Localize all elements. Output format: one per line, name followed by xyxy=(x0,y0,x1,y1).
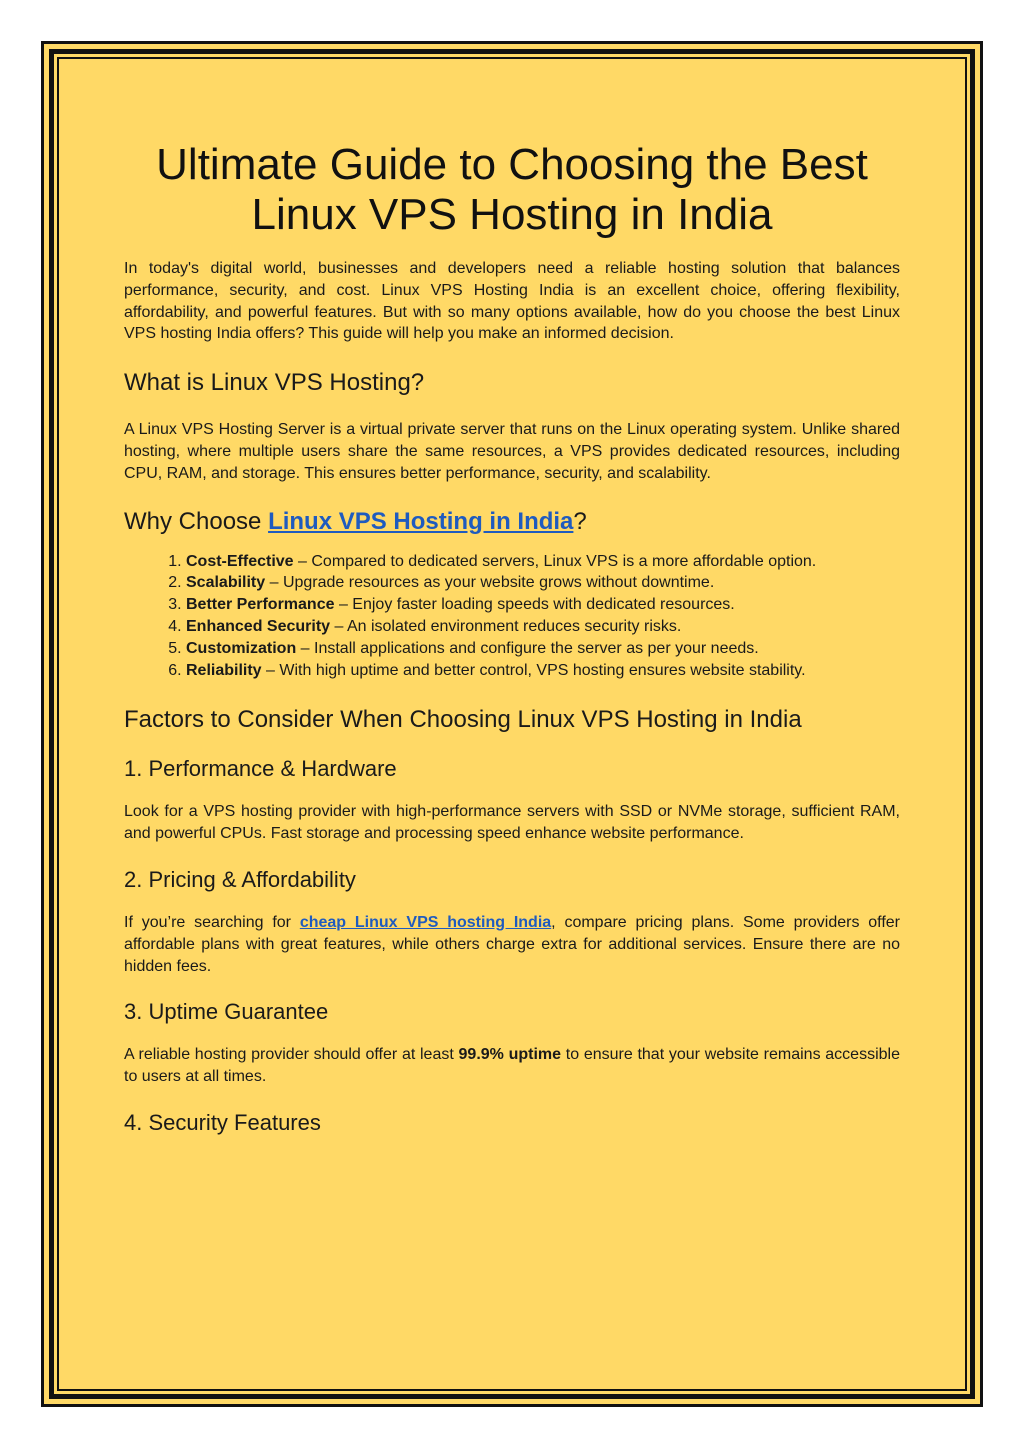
list-item xyxy=(186,638,900,660)
intro-paragraph: In today's digital world, businesses and developers need a reliable hosting solution that balances performance, security, and cost. Linux VPS Hosting India is an excellent choice, offering flexibility, affordability, and powerful features. But with so many options available, how do you choose the best Linux VPS hosting India offers? This guide will help you make an informed decision. xyxy=(124,260,900,343)
benefit-title: Scalability xyxy=(186,574,266,592)
uptime-paragraph xyxy=(124,1044,900,1088)
pricing-paragraph xyxy=(124,912,900,977)
heading-uptime: 3. Uptime Guarantee xyxy=(124,999,329,1025)
what-is-paragraph: A Linux VPS Hosting Server is a virtual private server that runs on the Linux operating system. Unlike shared hosting, where multiple users share the same resources, a VPS provides dedicated resources, including CPU, RAM, and storage. This ensures better performance, security, and scalability. xyxy=(124,421,900,482)
why-heading-suffix: ? xyxy=(573,507,587,535)
pricing-text-suffix: , compare pricing plans. Some providers offer affordable plans with great features, while others charge extra for additional services. Ensure there are no hidden fees. xyxy=(124,913,900,975)
benefit-text: – Upgrade resources as your website grows without downtime. xyxy=(265,574,715,592)
heading-why-choose xyxy=(124,507,900,537)
list-item xyxy=(186,594,900,616)
pricing-text-prefix: If you’re searching for xyxy=(124,913,300,931)
benefit-text: – Compared to dedicated servers, Linux VPS is a more affordable option. xyxy=(293,552,817,570)
benefit-text: – Install applications and configure the server as per your needs. xyxy=(296,639,759,657)
benefit-text: – With high uptime and better control, VPS hosting ensures website stability. xyxy=(261,661,806,679)
performance-paragraph: Look for a VPS hosting provider with high-performance servers with SSD or NVMe storage, sufficient RAM, and powerful CPUs. Fast storage and processing speed enhance website performance. xyxy=(124,803,900,843)
benefit-title: Customization xyxy=(186,639,297,657)
benefit-text: – An isolated environment reduces security risks. xyxy=(330,617,682,635)
linux-vps-hosting-india-link[interactable]: Linux VPS Hosting in India xyxy=(268,507,574,535)
list-item xyxy=(186,616,900,638)
heading-security-features: 4. Security Features xyxy=(124,1109,321,1135)
heading-pricing: 2. Pricing & Affordability xyxy=(124,866,356,892)
why-heading-prefix: Why Choose xyxy=(124,507,269,535)
uptime-text-prefix: A reliable hosting provider should offer at least xyxy=(124,1046,459,1064)
benefit-title: Reliability xyxy=(186,661,262,679)
heading-factors: Factors to Consider When Choosing Linux VPS Hosting in India xyxy=(124,706,802,734)
list-item xyxy=(186,660,900,682)
benefit-title: Enhanced Security xyxy=(186,617,331,635)
list-item xyxy=(186,572,900,594)
benefit-title: Better Performance xyxy=(186,596,335,614)
heading-performance-hardware: 1. Performance & Hardware xyxy=(124,756,397,782)
cheap-linux-vps-link[interactable]: cheap Linux VPS hosting India xyxy=(299,913,552,931)
benefit-text: – Enjoy faster loading speeds with dedicated resources. xyxy=(334,596,735,614)
benefit-title: Cost-Effective xyxy=(186,552,294,570)
uptime-text-suffix: to ensure that your website remains accessible to users at all times. xyxy=(124,1046,900,1086)
benefits-list xyxy=(124,551,900,682)
list-item xyxy=(186,551,900,573)
uptime-value: 99.9% uptime xyxy=(458,1046,562,1064)
page-title: Ultimate Guide to Choosing the Best Linux VPS Hosting in India xyxy=(156,140,868,239)
heading-what-is: What is Linux VPS Hosting? xyxy=(124,369,425,397)
document-body xyxy=(124,140,900,1137)
